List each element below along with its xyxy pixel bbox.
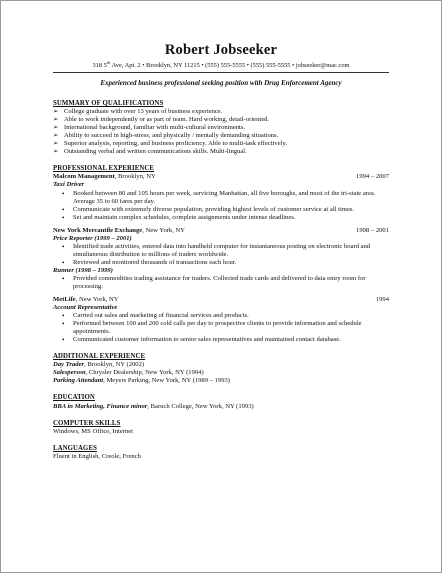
languages-heading: LANGUAGES [53, 445, 97, 453]
candidate-name: Robert Jobseeker [164, 42, 278, 58]
summary-text: International background, familiar with multi-cultural environments. [64, 124, 246, 132]
job-entry [53, 296, 389, 344]
company-name: MetLife [53, 295, 76, 303]
resume-content [53, 43, 389, 461]
job-duties [62, 190, 389, 222]
job-header [53, 173, 389, 181]
additional-role: Salesperson [53, 369, 86, 377]
duty-text: Communicate with extremely diverse population, providing highest levels of customer service at all times. [73, 205, 355, 213]
summary-item [53, 116, 389, 124]
summary-item [53, 140, 389, 148]
bullet-icon: • [62, 336, 65, 345]
experience-section [53, 165, 389, 344]
job-dates: 1994 – 2007 [356, 173, 389, 181]
job-dates: 1994 [375, 295, 389, 303]
duty-text: Carried out sales and marketing of financial services and products. [73, 311, 249, 319]
additional-detail: , Brooklyn, NY (2002) [84, 361, 145, 369]
duty-item [62, 312, 389, 320]
job-duties-secondary [62, 275, 389, 291]
duty-text: Booked between 80 and 105 hours per week, servicing Manhattan, all five boroughs, and most of the tri-state area. Average 35 to 60 fares per day. [73, 189, 376, 205]
summary-item [53, 148, 389, 156]
languages-section [53, 445, 389, 461]
skills-section [53, 420, 389, 436]
degree-name: BBA in Marketing, Finance minor [53, 402, 148, 410]
experience-heading: PROFESSIONAL EXPERIENCE [53, 165, 155, 173]
additional-item [53, 377, 389, 385]
contact-line [53, 60, 389, 70]
arrow-bullet-icon: ➢ [53, 107, 59, 115]
arrow-bullet-icon: ➢ [53, 124, 59, 132]
summary-item [53, 132, 389, 140]
summary-text: Ability to succeed in high-stress, and physically / mentally demanding situations. [64, 132, 279, 140]
job-title: Account Representative [53, 303, 118, 311]
bullet-icon: • [62, 205, 65, 214]
education-section [53, 394, 389, 410]
arrow-bullet-icon: ➢ [53, 132, 59, 140]
duty-text: Reviewed and monitored thousands of transactions each hour. [73, 258, 237, 266]
job-header [53, 296, 389, 304]
job-entry [53, 173, 389, 221]
bullet-icon: • [62, 189, 65, 198]
address-ordinal: th [106, 60, 111, 66]
summary-item [53, 124, 389, 132]
company-name: New York Mercantile Exchange [53, 226, 143, 234]
duty-item [62, 214, 389, 222]
duty-item [62, 206, 389, 214]
additional-detail: , Chrysler Dealership, New York, NY (1994) [85, 369, 204, 377]
summary-text: Superior analysis, reporting, and business proficiency. Able to multi-task effectively. [64, 140, 287, 148]
summary-text: College graduate with over 13 years of business experience. [64, 107, 223, 115]
arrow-bullet-icon: ➢ [53, 140, 59, 148]
summary-section [53, 100, 389, 156]
duty-text: Set and maintain complex schedules, complete assignments under intense deadlines. [73, 213, 296, 221]
duty-text: Communicated customer information to senior sales representatives and maintained contact database. [73, 336, 341, 344]
address-rest: Ave, Apt. 2 • Brooklyn, NY 11215 • (555) 555-5555 • (555) 555-5555 • jobseeker@mac.com [110, 62, 350, 70]
arrow-bullet-icon: ➢ [53, 116, 59, 123]
bullet-icon: • [62, 311, 65, 320]
arrow-bullet-icon: ➢ [53, 148, 59, 156]
job-employer [53, 173, 156, 181]
duty-text: Provided commodities trading assistance for traders. Collected trade cards and delivered to data entry room for processing. [73, 274, 366, 290]
job-duties [62, 243, 389, 267]
duty-item [62, 275, 389, 291]
additional-heading: ADDITIONAL EXPERIENCE [53, 353, 146, 361]
job-employer [53, 296, 119, 304]
address-start: 318 5 [92, 62, 107, 70]
objective-statement: Experienced business professional seeking position with Drug Enforcement Agency [100, 79, 342, 88]
duty-item [62, 243, 389, 259]
duty-text: Performed between 100 and 200 cold calls per day to prospective clients to provide information and schedule appointments. [73, 319, 362, 335]
job-employer [53, 227, 185, 235]
duty-item [62, 190, 389, 206]
company-location: , Brooklyn, NY [114, 173, 156, 181]
summary-text: Outstanding verbal and written communications skills. Multi-lingual. [64, 148, 247, 156]
company-location: , New York, NY [142, 226, 186, 234]
additional-role: Parking Attendant [53, 377, 104, 385]
duty-item [62, 259, 389, 267]
additional-item [53, 369, 389, 377]
bullet-icon: • [62, 242, 65, 251]
duty-item [62, 336, 389, 344]
company-location: , New York, NY [75, 295, 119, 303]
additional-role: Day Trader [53, 361, 85, 369]
bullet-icon: • [62, 258, 65, 267]
job-title-secondary: Runner (1998 – 1999) [53, 266, 113, 274]
summary-text: Able to work independently or as part of team. Hard working, detail-oriented. [64, 116, 270, 123]
bullet-icon: • [62, 213, 65, 222]
duty-item [62, 320, 389, 336]
job-header [53, 227, 389, 235]
summary-list [53, 108, 389, 156]
summary-item [53, 108, 389, 116]
header-divider [53, 72, 389, 73]
education-entry [53, 403, 389, 411]
education-detail: , Baruch College, New York, NY (1993) [147, 402, 254, 410]
additional-item [53, 361, 389, 369]
education-heading: EDUCATION [53, 394, 95, 402]
job-title: Taxi Driver [53, 181, 85, 189]
company-name: Malcom Management [53, 173, 115, 181]
job-duties [62, 312, 389, 344]
summary-heading: SUMMARY OF QUALIFICATIONS [53, 99, 164, 107]
bullet-icon: • [62, 319, 65, 328]
additional-detail: , Meyers Parking, New York, NY (1989 – 1993) [103, 377, 230, 385]
languages-text: Fluent in English, Creole, French [53, 453, 141, 461]
duty-text: Identified trade activities, entered data into handheld computer for instantaneous posting on electronic board and simultaneous distribution to millions of traders worldwide. [73, 242, 371, 258]
job-dates: 1998 – 2001 [356, 226, 389, 234]
skills-text: Windows, MS Office, Internet [53, 428, 134, 436]
skills-heading: COMPUTER SKILLS [53, 419, 121, 427]
job-entry [53, 227, 389, 291]
bullet-icon: • [62, 274, 65, 283]
additional-section [53, 353, 389, 385]
job-title: Price Reporter (1999 – 2001) [53, 234, 132, 242]
